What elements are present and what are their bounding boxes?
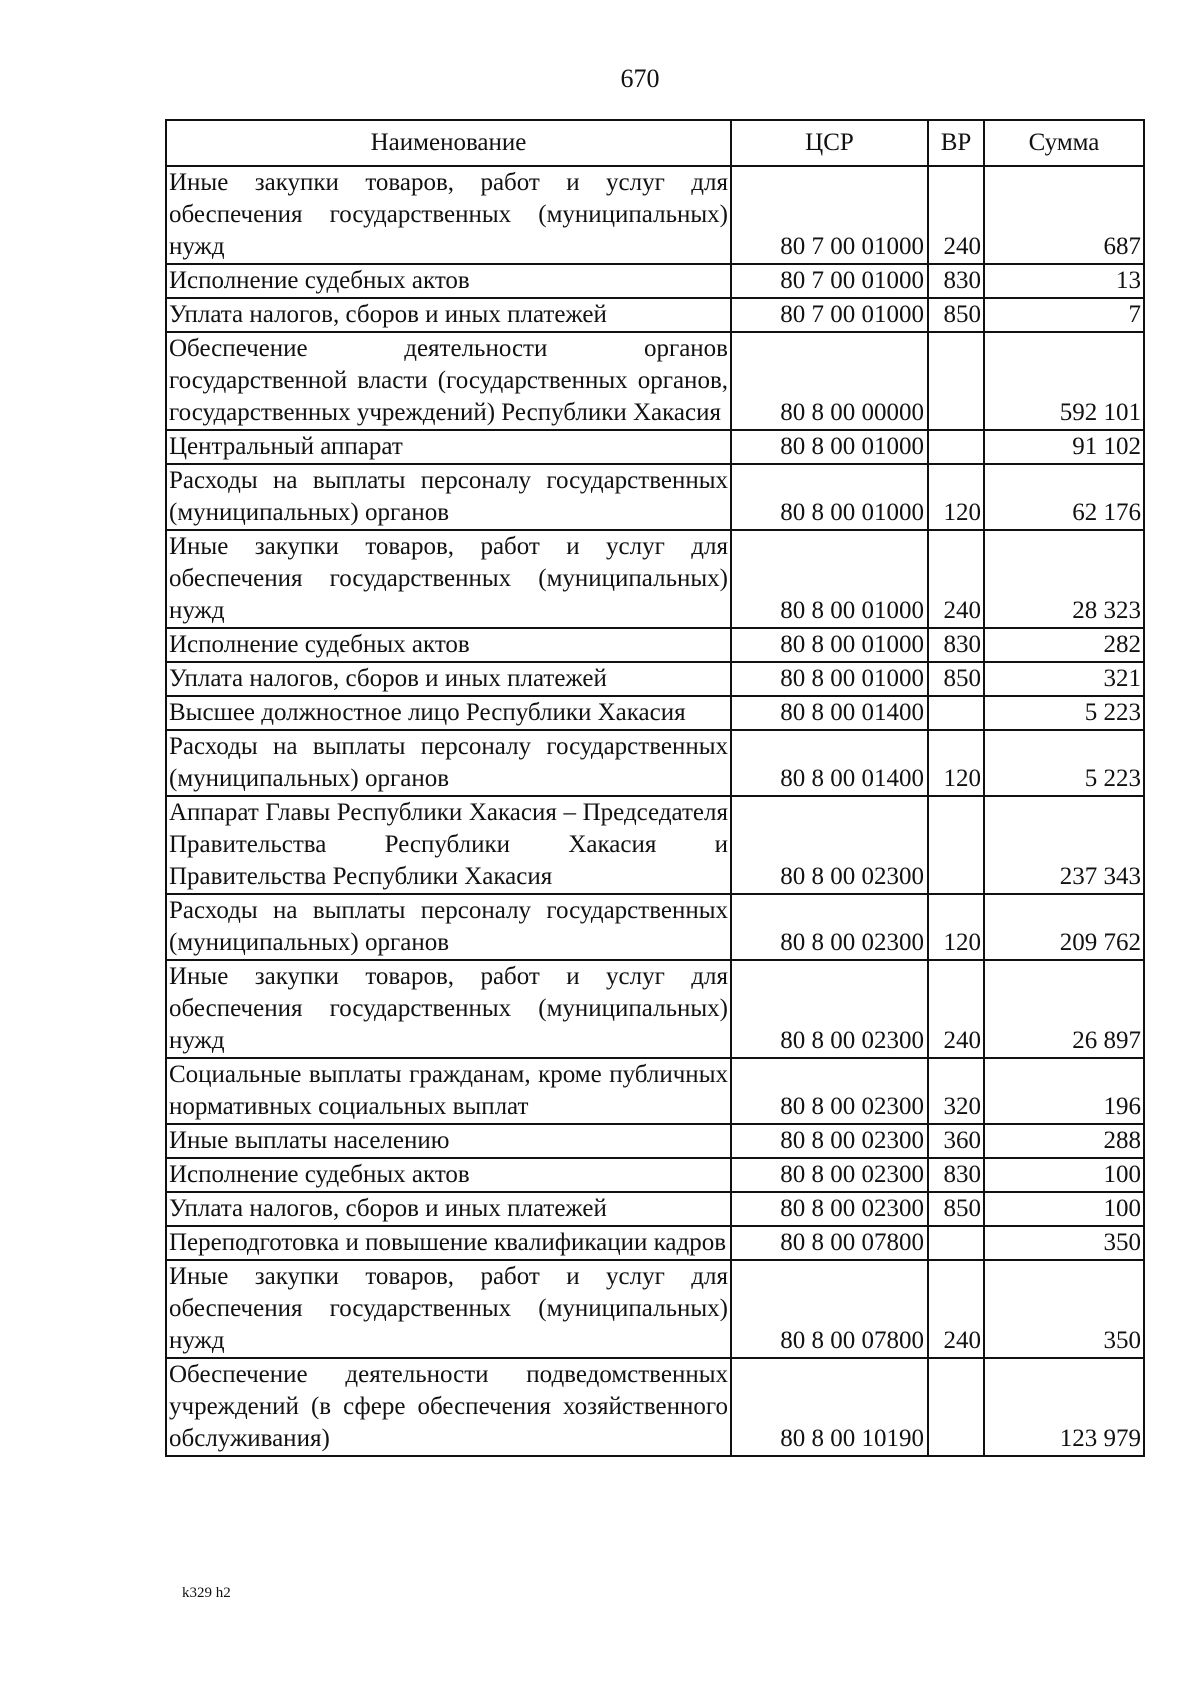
row-sum-cell: 26 897 (984, 960, 1144, 1058)
row-csr-cell: 80 8 00 01400 (731, 696, 928, 730)
row-vr-cell: 240 (928, 1260, 984, 1358)
row-name-cell: Исполнение судебных актов (166, 1158, 731, 1192)
row-sum-cell: 282 (984, 628, 1144, 662)
table-row (166, 166, 1144, 264)
header-csr: ЦСР (731, 120, 928, 166)
row-vr-cell (928, 1226, 984, 1260)
row-name-cell: Иные закупки товаров, работ и услуг для обеспечения государственных (муниципальных) нужд (166, 166, 731, 264)
row-sum-cell: 5 223 (984, 696, 1144, 730)
row-csr-cell: 80 8 00 02300 (731, 1192, 928, 1226)
row-name-cell: Аппарат Главы Республики Хакасия – Председателя Правительства Республики Хакасия и Правительства Республики Хакасия (166, 796, 731, 894)
table-row (166, 1058, 1144, 1124)
row-sum-cell: 288 (984, 1124, 1144, 1158)
table-row (166, 662, 1144, 696)
header-sum: Сумма (984, 120, 1144, 166)
row-csr-cell: 80 8 00 00000 (731, 332, 928, 430)
row-sum-cell: 5 223 (984, 730, 1144, 796)
table-row (166, 960, 1144, 1058)
row-vr-cell: 240 (928, 530, 984, 628)
row-sum-cell: 91 102 (984, 430, 1144, 464)
row-vr-cell: 830 (928, 1158, 984, 1192)
row-vr-cell (928, 332, 984, 430)
row-sum-cell: 350 (984, 1260, 1144, 1358)
row-name-cell: Центральный аппарат (166, 430, 731, 464)
row-vr-cell: 240 (928, 960, 984, 1058)
row-sum-cell: 350 (984, 1226, 1144, 1260)
row-vr-cell: 120 (928, 730, 984, 796)
row-csr-cell: 80 8 00 01000 (731, 530, 928, 628)
row-vr-cell: 850 (928, 1192, 984, 1226)
row-vr-cell: 360 (928, 1124, 984, 1158)
row-sum-cell: 196 (984, 1058, 1144, 1124)
row-vr-cell: 120 (928, 894, 984, 960)
table-row (166, 1124, 1144, 1158)
row-csr-cell: 80 8 00 02300 (731, 894, 928, 960)
budget-table (165, 119, 1145, 1457)
table-header-row (166, 120, 1144, 166)
table-row (166, 1158, 1144, 1192)
table-row (166, 430, 1144, 464)
row-name-cell: Переподготовка и повышение квалификации кадров (166, 1226, 731, 1260)
page-number: 670 (620, 64, 660, 93)
row-csr-cell: 80 8 00 01000 (731, 430, 928, 464)
row-sum-cell: 209 762 (984, 894, 1144, 960)
row-csr-cell: 80 8 00 02300 (731, 796, 928, 894)
row-name-cell: Уплата налогов, сборов и иных платежей (166, 298, 731, 332)
row-name-cell: Обеспечение деятельности подведомственных учреждений (в сфере обеспечения хозяйственного обслуживания) (166, 1358, 731, 1456)
row-name-cell: Расходы на выплаты персоналу государственных (муниципальных) органов (166, 464, 731, 530)
header-vr: ВР (928, 120, 984, 166)
table-row (166, 696, 1144, 730)
table-row (166, 298, 1144, 332)
row-csr-cell: 80 8 00 01000 (731, 628, 928, 662)
table-row (166, 1192, 1144, 1226)
row-csr-cell: 80 8 00 07800 (731, 1260, 928, 1358)
row-name-cell: Расходы на выплаты персоналу государственных (муниципальных) органов (166, 730, 731, 796)
row-vr-cell: 320 (928, 1058, 984, 1124)
row-name-cell: Иные закупки товаров, работ и услуг для обеспечения государственных (муниципальных) нужд (166, 960, 731, 1058)
row-name-cell: Исполнение судебных актов (166, 264, 731, 298)
row-sum-cell: 13 (984, 264, 1144, 298)
row-sum-cell: 592 101 (984, 332, 1144, 430)
table-row (166, 1260, 1144, 1358)
row-name-cell: Иные закупки товаров, работ и услуг для обеспечения государственных (муниципальных) нужд (166, 1260, 731, 1358)
row-csr-cell: 80 8 00 07800 (731, 1226, 928, 1260)
row-vr-cell: 120 (928, 464, 984, 530)
row-vr-cell: 830 (928, 628, 984, 662)
row-name-cell: Высшее должностное лицо Республики Хакасия (166, 696, 731, 730)
table-row (166, 1358, 1144, 1456)
row-csr-cell: 80 8 00 10190 (731, 1358, 928, 1456)
row-vr-cell: 830 (928, 264, 984, 298)
row-csr-cell: 80 8 00 01400 (731, 730, 928, 796)
row-vr-cell: 240 (928, 166, 984, 264)
row-sum-cell: 123 979 (984, 1358, 1144, 1456)
row-csr-cell: 80 8 00 01000 (731, 464, 928, 530)
table-row (166, 628, 1144, 662)
table-row (166, 894, 1144, 960)
row-name-cell: Социальные выплаты гражданам, кроме публичных нормативных социальных выплат (166, 1058, 731, 1124)
row-vr-cell (928, 430, 984, 464)
table-body (166, 166, 1144, 1456)
row-name-cell: Уплата налогов, сборов и иных платежей (166, 1192, 731, 1226)
row-csr-cell: 80 8 00 02300 (731, 1058, 928, 1124)
row-csr-cell: 80 7 00 01000 (731, 264, 928, 298)
row-sum-cell: 100 (984, 1192, 1144, 1226)
row-vr-cell: 850 (928, 298, 984, 332)
row-sum-cell: 28 323 (984, 530, 1144, 628)
row-sum-cell: 62 176 (984, 464, 1144, 530)
table-row (166, 332, 1144, 430)
table-row (166, 1226, 1144, 1260)
row-csr-cell: 80 7 00 01000 (731, 298, 928, 332)
row-csr-cell: 80 8 00 02300 (731, 960, 928, 1058)
row-name-cell: Исполнение судебных актов (166, 628, 731, 662)
row-csr-cell: 80 8 00 02300 (731, 1124, 928, 1158)
table-row (166, 530, 1144, 628)
table-row (166, 264, 1144, 298)
row-sum-cell: 7 (984, 298, 1144, 332)
row-sum-cell: 321 (984, 662, 1144, 696)
table-row (166, 464, 1144, 530)
row-name-cell: Уплата налогов, сборов и иных платежей (166, 662, 731, 696)
row-sum-cell: 100 (984, 1158, 1144, 1192)
row-csr-cell: 80 8 00 01000 (731, 662, 928, 696)
row-vr-cell: 850 (928, 662, 984, 696)
row-sum-cell: 237 343 (984, 796, 1144, 894)
table-row (166, 796, 1144, 894)
table-row (166, 730, 1144, 796)
row-vr-cell (928, 696, 984, 730)
header-name: Наименование (166, 120, 731, 166)
row-sum-cell: 687 (984, 166, 1144, 264)
row-csr-cell: 80 8 00 02300 (731, 1158, 928, 1192)
row-name-cell: Иные закупки товаров, работ и услуг для обеспечения государственных (муниципальных) нужд (166, 530, 731, 628)
row-csr-cell: 80 7 00 01000 (731, 166, 928, 264)
row-name-cell: Иные выплаты населению (166, 1124, 731, 1158)
row-name-cell: Обеспечение деятельности органов государственной власти (государственных органов, государственных учреждений) Республики Хакасия (166, 332, 731, 430)
row-vr-cell (928, 1358, 984, 1456)
row-vr-cell (928, 796, 984, 894)
row-name-cell: Расходы на выплаты персоналу государственных (муниципальных) органов (166, 894, 731, 960)
footer-code: k329 h2 (182, 1585, 231, 1601)
